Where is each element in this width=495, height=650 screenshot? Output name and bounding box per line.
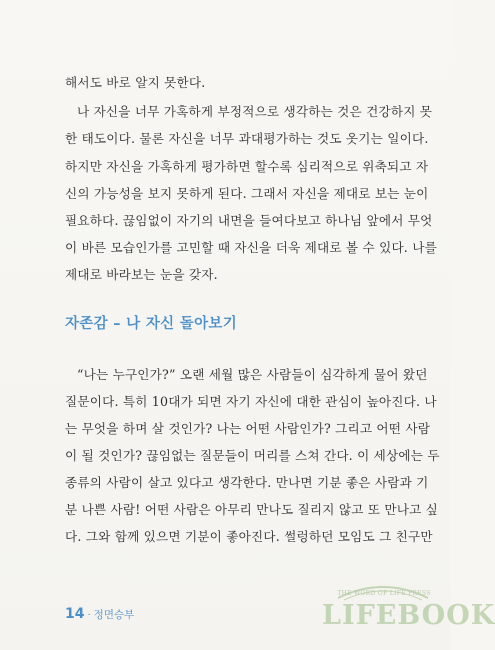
page-number: 14: [65, 606, 85, 622]
paragraph-line: 분 나쁜 사람! 어떤 사람은 아무리 만나도 질리지 않고 또 만나고 싶: [65, 502, 439, 517]
publisher-watermark-logo: [320, 578, 495, 638]
page-footer: [65, 603, 134, 622]
paragraph-line: 이 될 것인가? 끊임없는 질문들이 머리를 스쳐 간다. 이 세상에는 두: [65, 448, 440, 463]
paragraph-line: 필요하다. 끊임없이 자기의 내면을 들여다보고 하나님 앞에서 무엇: [65, 213, 433, 228]
paragraph-line: 한 태도이다. 물론 자신을 너무 과대평가하는 것도 옷기는 일이다.: [65, 131, 429, 146]
paragraph-line: 신의 가능성을 보지 못하게 된다. 그래서 자신을 제대로 보는 눈이: [65, 186, 429, 201]
paragraph-line: 해서도 바로 알지 못한다.: [65, 75, 206, 90]
paragraph-line: 이 바른 모습인가를 고민할 때 자신을 더욱 제대로 볼 수 있다. 나를: [65, 240, 437, 255]
section-heading: 자존감 – 나 자신 돌아보기: [65, 316, 238, 332]
book-title: 정면승부: [93, 609, 135, 621]
paragraph-line: 하지만 자신을 가혹하게 평가하면 할수록 심리적으로 위축되고 자: [65, 159, 429, 174]
paragraph-line: “나는 누구인가?” 오랜 세월 많은 사람들이 심각하게 물어 왔던: [77, 367, 428, 382]
paragraph-line: 나 자신을 너무 가혹하게 부정적으로 생각하는 것은 건강하지 못: [77, 104, 433, 119]
paragraph-line: 제대로 바라보는 눈을 갖자.: [65, 267, 218, 282]
paragraph-line: 질문이다. 특히 10대가 되면 자기 자신에 대한 관심이 높아진다. 나: [65, 394, 437, 409]
paragraph-line: 종류의 사람이 살고 있다고 생각한다. 만나면 기분 좋은 사람과 기: [65, 475, 429, 490]
paragraph-line: 는 무엇을 하며 살 것인가? 나는 어떤 사람인가? 그리고 어떤 사람: [65, 421, 431, 436]
watermark-subtitle: THE WORD OF LIFE PRESS: [337, 590, 431, 597]
paragraph-line: 다. 그와 함께 있으면 기분이 좋아진다. 썰렁하던 모임도 그 친구만: [65, 529, 433, 544]
footer-separator: ·: [87, 610, 91, 621]
watermark-title: LIFEBOOK: [322, 600, 495, 631]
